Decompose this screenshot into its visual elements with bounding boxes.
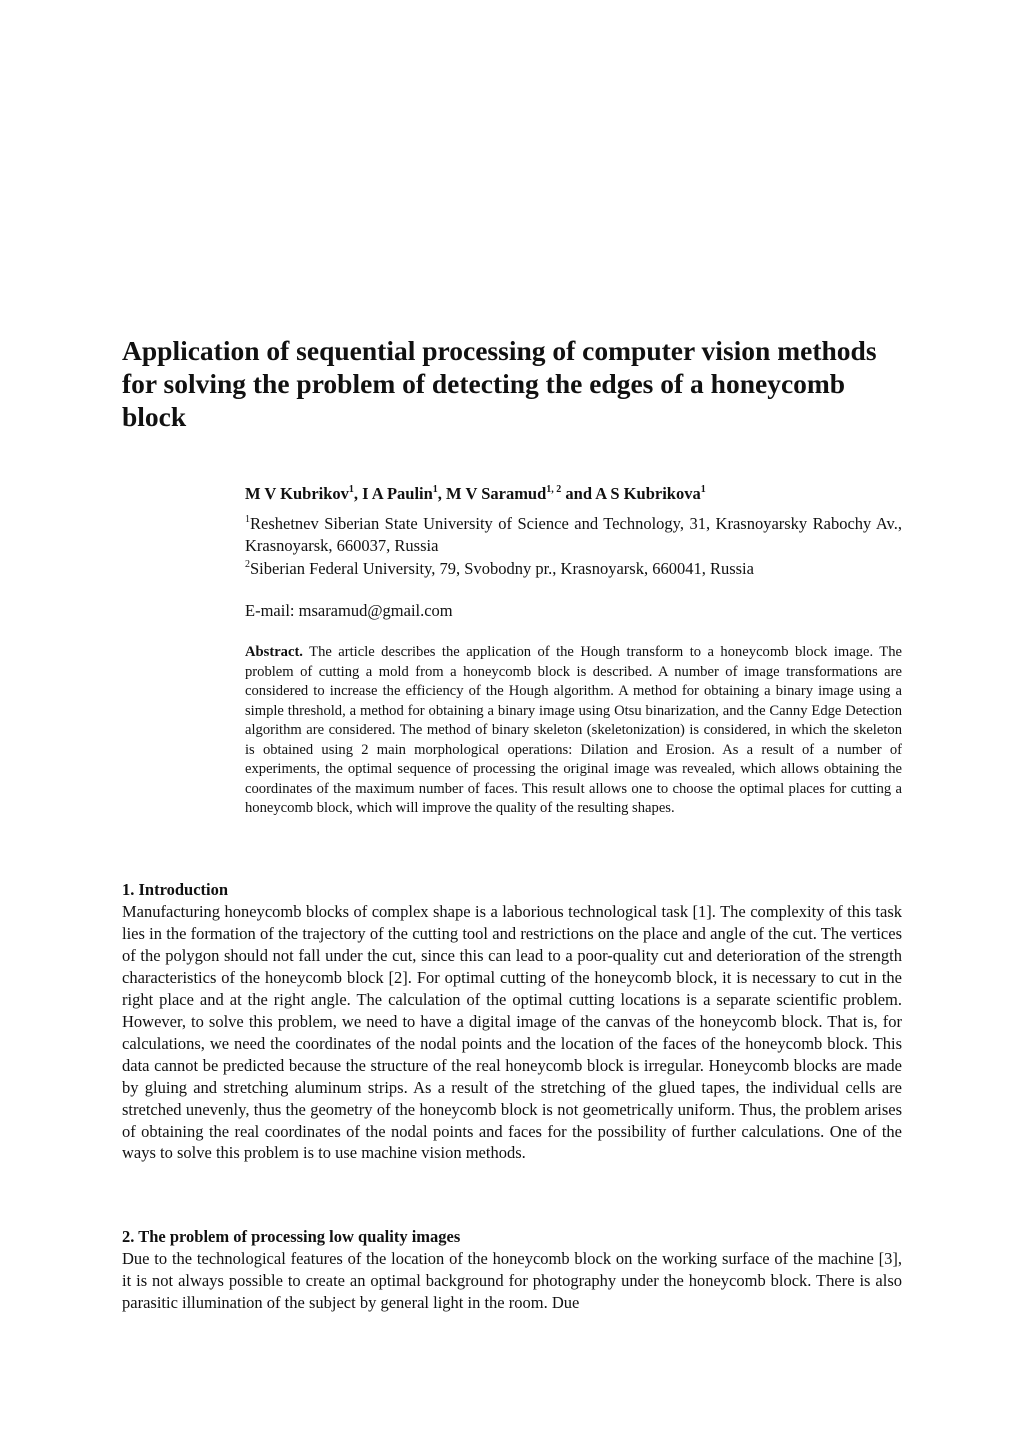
author-name: I A Paulin (362, 484, 433, 503)
author-name: A S Kubrikova (595, 484, 701, 503)
author-separator: , (437, 484, 447, 503)
author-name: M V Kubrikov (245, 484, 349, 503)
affiliation (245, 513, 902, 558)
abstract (245, 643, 902, 819)
affiliation-mark: 1 (700, 484, 706, 495)
abstract-label: Abstract. (245, 644, 303, 660)
paper-title: Application of sequential processing of computer vision methods for solving the problem of detecting the edges of a honeycomb block (122, 335, 877, 432)
affiliation-list (245, 513, 902, 580)
section-heading-introduction: 1. Introduction (122, 880, 229, 899)
affiliation-text: Siberian Federal University, 79, Svobodny pr., Krasnoyarsk, 660041, Russia (250, 558, 754, 578)
author-separator: , (353, 484, 363, 503)
author-separator: and (561, 484, 596, 503)
section-heading-low-quality-images: 2. The problem of processing low quality images (122, 1227, 461, 1246)
abstract-text: The article describes the application of the Hough transform to a honeycomb block image. The problem of cutting a mold from a honeycomb block is described. A number of image transformations are considered to increase the efficiency of the Hough algorithm. A method for obtaining a binary image using a simple threshold, a method for obtaining a binary image using Otsu binarization, and the Canny Edge Detection algorithm are considered. The method of binary skeleton (skeletonization) is considered, in which the skeleton is obtained using 2 main morphological operations: Dilation and Erosion. As a result of a number of experiments, the optimal sequence of processing the original image was revealed, which allows obtaining the coordinates of the maximum number of faces. This result allows one to choose the optimal places for cutting a honeycomb block, which will improve the quality of the resulting shapes. (245, 644, 902, 816)
author-list (245, 482, 905, 506)
contact-email: E-mail: msaramud@gmail.com (245, 601, 453, 620)
affiliation-mark: 1 (348, 484, 354, 495)
author-name: M V Saramud (446, 484, 547, 503)
section-body-introduction: Manufacturing honeycomb blocks of complex shape is a laborious technological task [1]. The complexity of this task lies in the formation of the trajectory of the cutting tool and restrictions on the place and angle of the cut. The vertices of the polygon should not fall under the cut, since this can lead to a poor-quality cut and deterioration of the strength characteristics of the honeycomb block [2]. For optimal cutting of the honeycomb block, it is necessary to cut in the right place and at the right angle. The calculation of the optimal cutting locations is a separate scientific problem. However, to solve this problem, we need to have a digital image of the canvas of the honeycomb block. That is, for calculations, we need the coordinates of the nodal points and the location of the faces of the honeycomb block. This data cannot be predicted because the structure of the real honeycomb block is irregular. Honeycomb blocks are made by gluing and stretching aluminum strips. As a result of the stretching of the glued tapes, the individual cells are stretched unevenly, thus the geometry of the honeycomb block is not geometrically uniform. Thus, the problem arises of obtaining the real coordinates of the nodal points and faces for the possibility of further calculations. One of the ways to solve this problem is to use machine vision methods. (122, 902, 902, 1163)
affiliation-mark: 1 (245, 514, 250, 525)
affiliation-mark: 2 (245, 558, 250, 570)
affiliation-mark: 1 (432, 484, 438, 495)
section-body-low-quality-images: Due to the technological features of the location of the honeycomb block on the working surface of the machine [3], it is not always possible to create an optimal background for photography under the honeycomb block. There is also parasitic illumination of the subject by general light in the room. Due (122, 1249, 902, 1312)
affiliation-text: Reshetnev Siberian State University of Science and Technology, 31, Krasnoyarsky Rabochy Av., Krasnoyarsk, 660037, Russia (245, 514, 902, 556)
affiliation-mark: 1, 2 (546, 484, 562, 495)
affiliation (245, 558, 902, 580)
